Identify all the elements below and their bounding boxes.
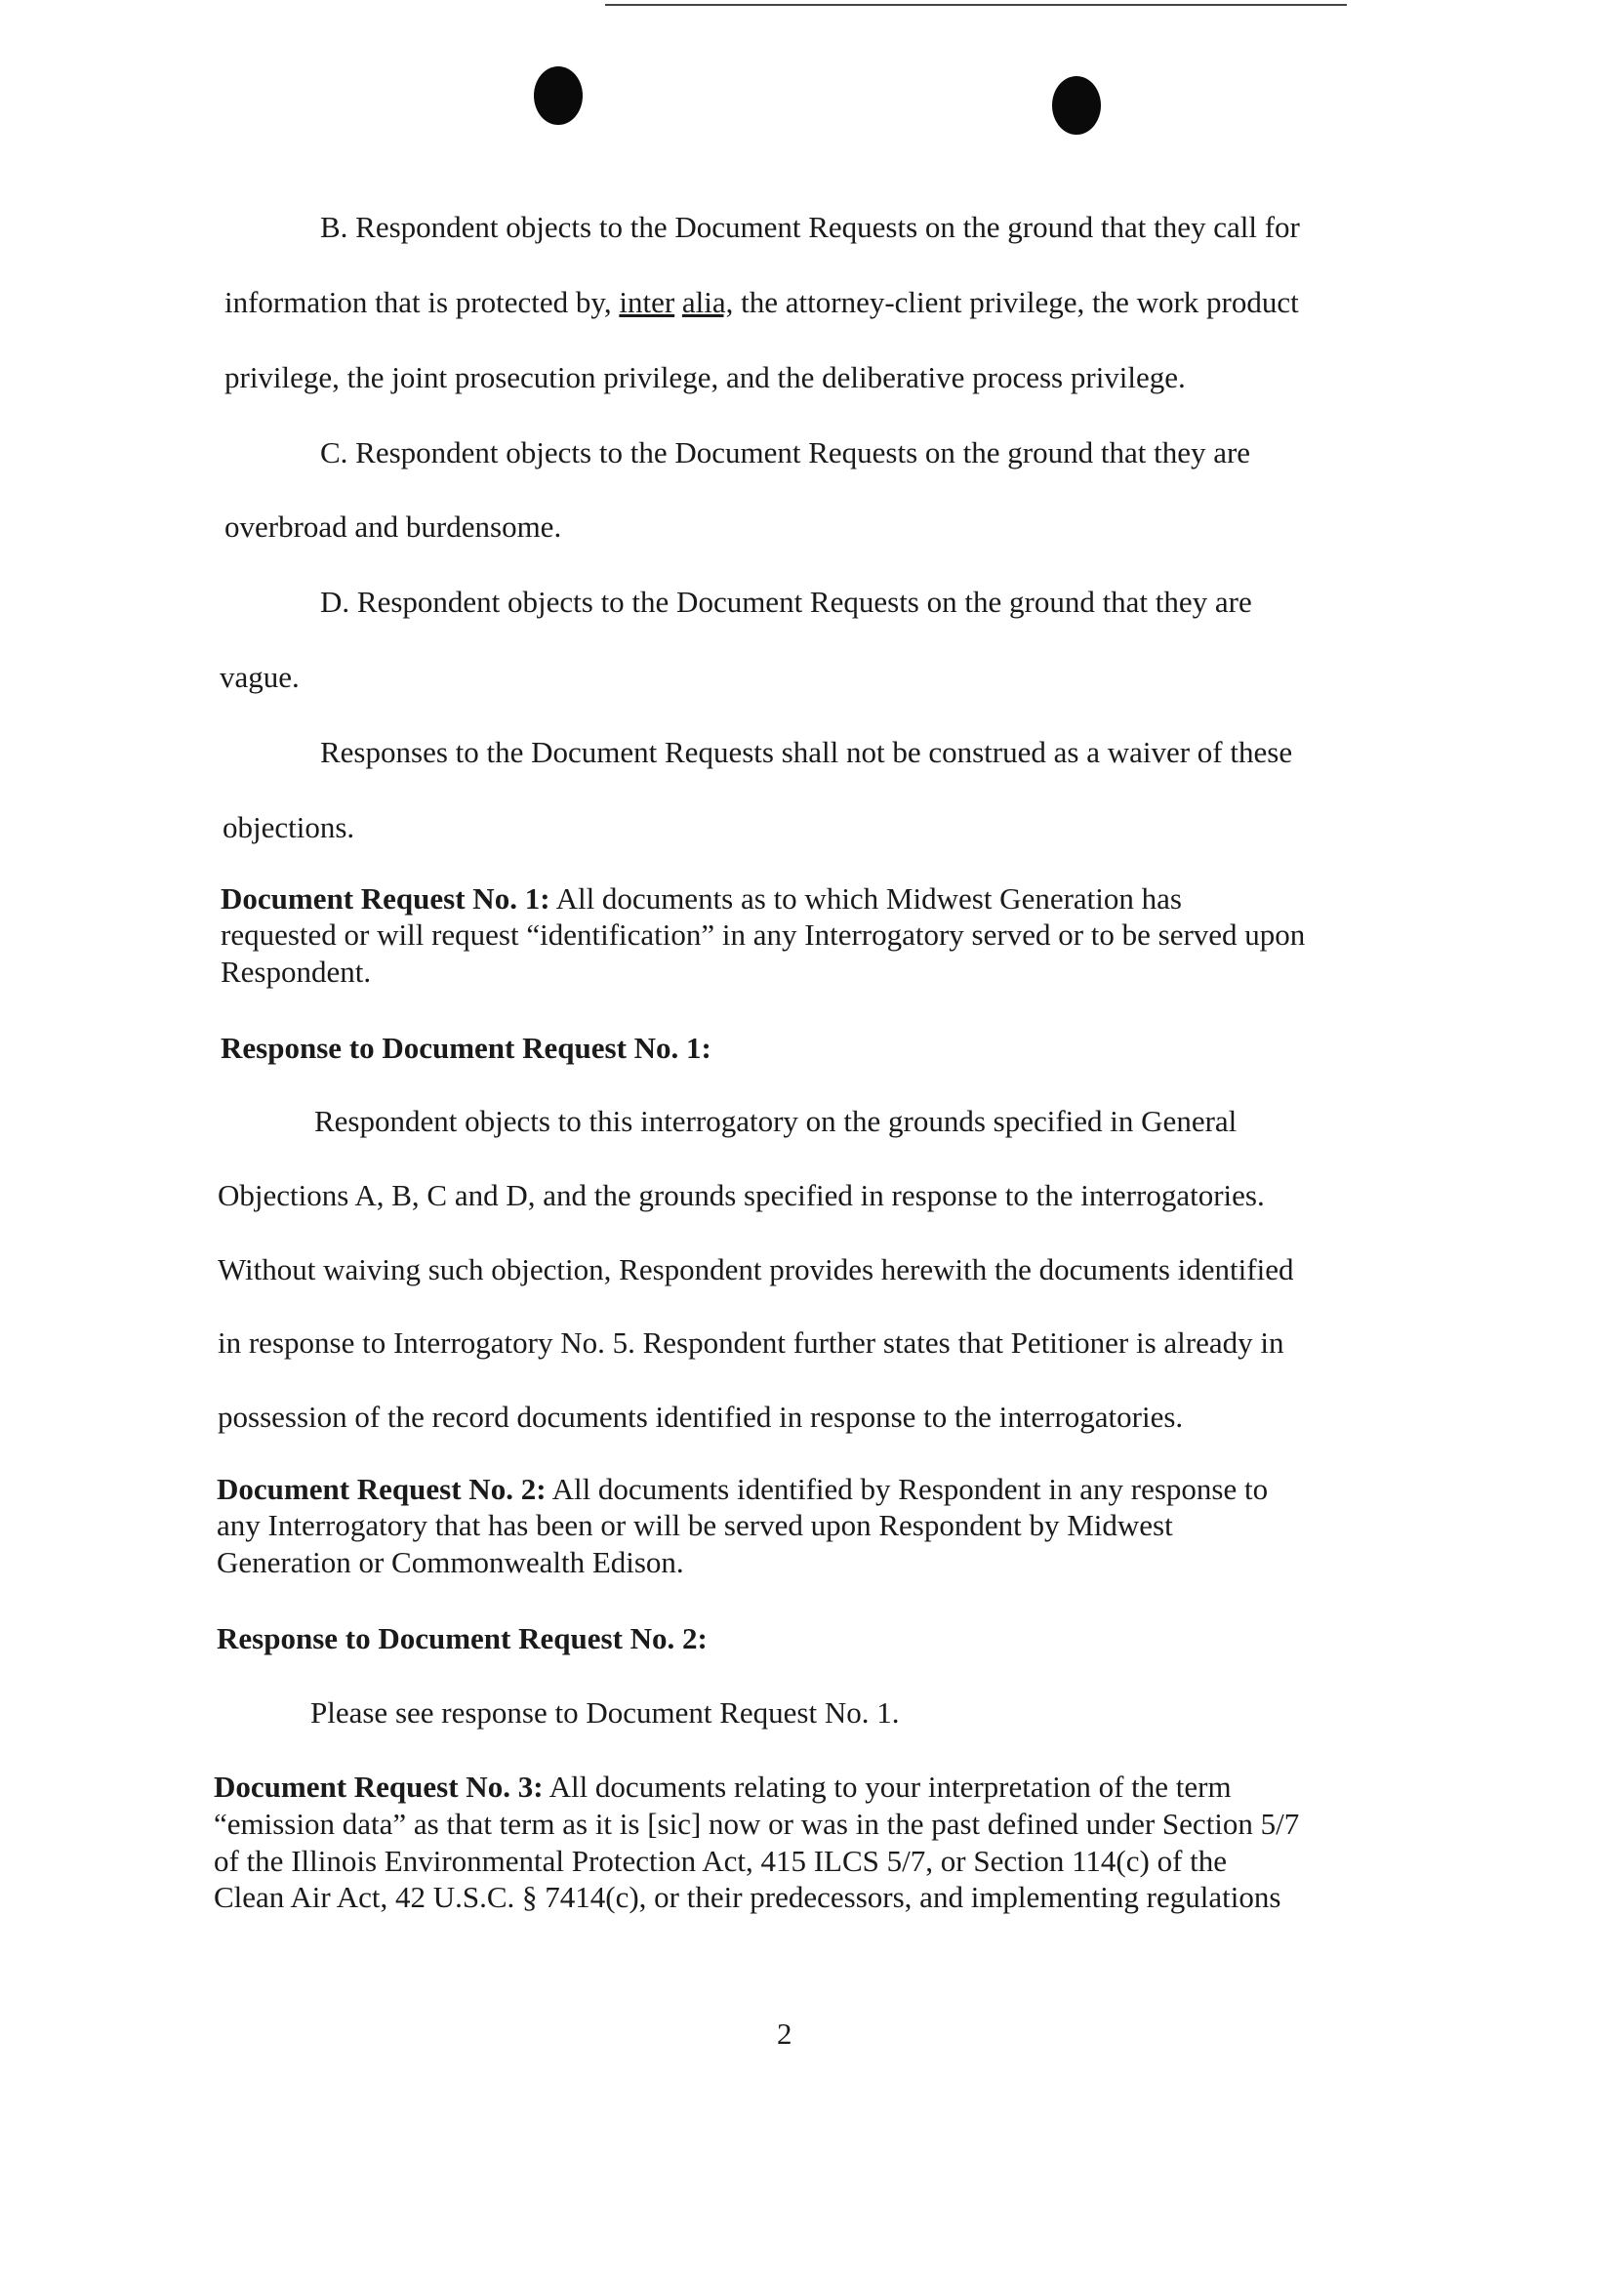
punch-hole-right	[1052, 76, 1101, 135]
request-3-line-1: Document Request No. 3: All documents relating to your interpretation of the term	[214, 1770, 1232, 1804]
request-1-line-1: Document Request No. 1: All documents as to which Midwest Generation has	[221, 881, 1182, 916]
response-2-line-1: Please see response to Document Request No. 1.	[310, 1695, 900, 1730]
request-3-heading: Document Request No. 3:	[214, 1770, 544, 1804]
request-2-heading: Document Request No. 2:	[217, 1472, 547, 1506]
objection-d-line-2: vague.	[220, 660, 300, 694]
objection-d-line-1: D. Respondent objects to the Document Requests on the ground that they are	[320, 585, 1252, 619]
objection-b-line-3: privilege, the joint prosecution privilege, and the deliberative process privilege.	[224, 360, 1186, 394]
request-2-line-1: Document Request No. 2: All documents identified by Respondent in any response to	[217, 1472, 1269, 1506]
response-2-heading: Response to Document Request No. 2:	[217, 1621, 708, 1655]
request-3-line-3: of the Illinois Environmental Protection Act, 415 ILCS 5/7, or Section 114(c) of the	[214, 1844, 1228, 1878]
response-1-line-5: possession of the record documents identified in response to the interrogatories.	[218, 1400, 1184, 1434]
page-number: 2	[777, 2017, 792, 2051]
request-3-line-4: Clean Air Act, 42 U.S.C. § 7414(c), or their predecessors, and implementing regulations	[214, 1880, 1281, 1914]
request-1-line-3: Respondent.	[221, 955, 372, 989]
request-2-line-3: Generation or Commonwealth Edison.	[217, 1545, 684, 1579]
objection-c-line-1: C. Respondent objects to the Document Requests on the ground that they are	[320, 435, 1251, 469]
objection-b-line-1: B. Respondent objects to the Document Requests on the ground that they call for	[320, 210, 1300, 244]
request-3-line-2: “emission data” as that term as it is [sic] now or was in the past defined under Section 5/7	[214, 1807, 1300, 1841]
request-2-line-2: any Interrogatory that has been or will be served upon Respondent by Midwest	[217, 1508, 1173, 1542]
request-1-line-2: requested or will request “identification” in any Interrogatory served or to be served upon	[221, 917, 1306, 952]
scan-top-line	[605, 4, 1347, 6]
response-1-line-1: Respondent objects to this interrogatory on the grounds specified in General	[314, 1104, 1238, 1138]
response-1-line-2: Objections A, B, C and D, and the grounds specified in response to the interrogatories.	[218, 1178, 1265, 1212]
response-1-heading: Response to Document Request No. 1:	[221, 1031, 711, 1065]
inter-alia-underlined: inter	[619, 285, 675, 319]
alia-underlined: alia,	[681, 285, 734, 319]
objection-b-line-2: information that is protected by, inter alia, the attorney-client privilege, the work product	[224, 285, 1299, 319]
waiver-line-2: objections.	[223, 810, 355, 844]
objection-c-line-2: overbroad and burdensome.	[224, 509, 562, 544]
request-1-heading: Document Request No. 1:	[221, 881, 550, 916]
response-1-line-4: in response to Interrogatory No. 5. Respondent further states that Petitioner is already in	[218, 1325, 1284, 1360]
waiver-line-1: Responses to the Document Requests shall not be construed as a waiver of these	[320, 735, 1293, 769]
punch-hole-left	[534, 66, 583, 125]
response-1-line-3: Without waiving such objection, Respondent provides herewith the documents identified	[218, 1252, 1294, 1286]
